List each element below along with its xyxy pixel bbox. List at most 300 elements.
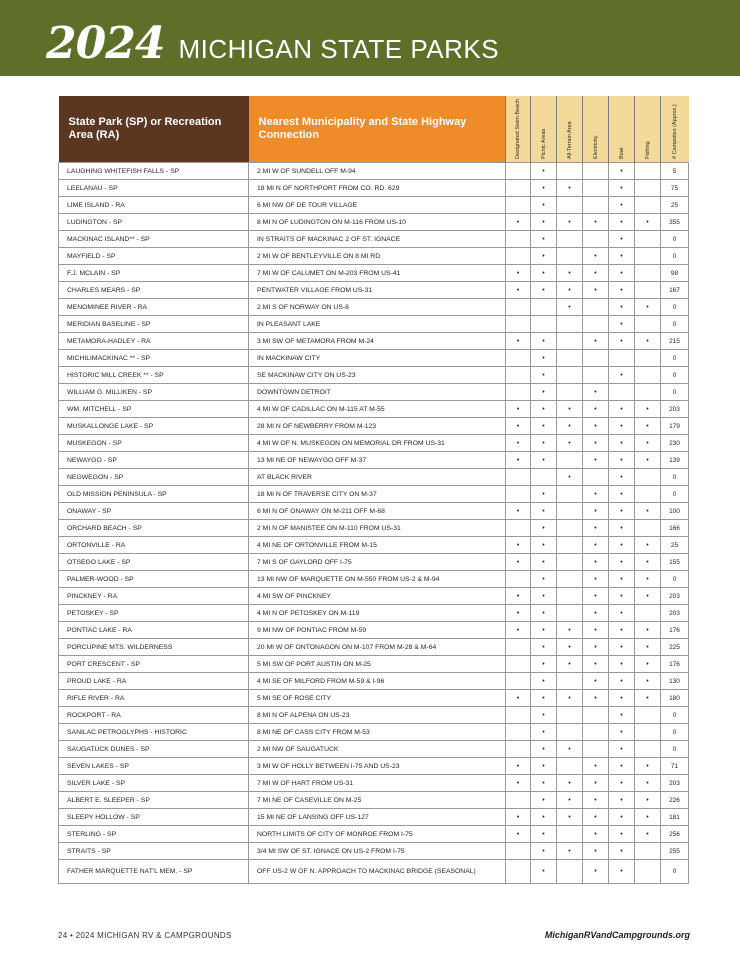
table-row — [59, 656, 689, 673]
electricity-cell: • — [583, 214, 609, 231]
table-row — [59, 792, 689, 809]
all-terrain-cell: • — [557, 656, 583, 673]
fishing-cell: • — [635, 452, 661, 469]
park-name-cell: HISTORIC MILL CREEK ** - SP — [59, 367, 249, 384]
electricity-cell: • — [583, 452, 609, 469]
fishing-cell — [635, 486, 661, 503]
campsites-cell: 71 — [661, 758, 689, 775]
electricity-cell: • — [583, 384, 609, 401]
boat-cell: • — [609, 316, 635, 333]
all-terrain-cell: • — [557, 792, 583, 809]
swim-beach-cell: • — [506, 333, 531, 350]
campsites-cell: 0 — [661, 367, 689, 384]
table-row — [59, 231, 689, 248]
all-terrain-cell — [557, 520, 583, 537]
swim-beach-cell: • — [506, 452, 531, 469]
fishing-cell — [635, 707, 661, 724]
all-terrain-cell — [557, 452, 583, 469]
table-row — [59, 333, 689, 350]
electricity-cell — [583, 741, 609, 758]
electricity-cell: • — [583, 435, 609, 452]
fishing-cell: • — [635, 622, 661, 639]
picnic-cell: • — [531, 792, 557, 809]
boat-cell: • — [609, 860, 635, 884]
park-name-cell: STERLING - SP — [59, 826, 249, 843]
electricity-cell — [583, 299, 609, 316]
swim-beach-cell: • — [506, 503, 531, 520]
column-header-campsites — [661, 96, 689, 163]
fishing-cell — [635, 605, 661, 622]
campsites-cell: 0 — [661, 860, 689, 884]
all-terrain-cell — [557, 724, 583, 741]
fishing-cell — [635, 469, 661, 486]
column-header-picnic-label: Picnic Areas — [540, 128, 547, 159]
table-row — [59, 554, 689, 571]
swim-beach-cell — [506, 724, 531, 741]
park-location-cell: 20 MI W OF ONTONAGON ON M-107 FROM M-28 & M-64 — [249, 639, 506, 656]
picnic-cell: • — [531, 656, 557, 673]
swim-beach-cell: • — [506, 282, 531, 299]
picnic-cell: • — [531, 367, 557, 384]
campsites-cell: 176 — [661, 622, 689, 639]
campsites-cell: 203 — [661, 605, 689, 622]
all-terrain-cell: • — [557, 418, 583, 435]
park-name-cell: MICHILIMACKINAC ** - SP — [59, 350, 249, 367]
park-location-cell: 4 MI SE OF MILFORD FROM M-59 & I-96 — [249, 673, 506, 690]
picnic-cell: • — [531, 265, 557, 282]
park-name-cell: ONAWAY - SP — [59, 503, 249, 520]
all-terrain-cell — [557, 707, 583, 724]
fishing-cell — [635, 316, 661, 333]
table-header-row — [59, 96, 689, 163]
boat-cell: • — [609, 435, 635, 452]
boat-cell: • — [609, 707, 635, 724]
campsites-cell: 179 — [661, 418, 689, 435]
campsites-cell: 0 — [661, 316, 689, 333]
park-name-cell: OTSEGO LAKE - SP — [59, 554, 249, 571]
swim-beach-cell: • — [506, 809, 531, 826]
fishing-cell: • — [635, 673, 661, 690]
park-location-cell: 8 MI N OF ALPENA ON US-23 — [249, 707, 506, 724]
boat-cell: • — [609, 486, 635, 503]
table-row — [59, 350, 689, 367]
swim-beach-cell — [506, 656, 531, 673]
boat-cell: • — [609, 282, 635, 299]
all-terrain-cell: • — [557, 639, 583, 656]
park-name-cell: MERIDIAN BASELINE - SP — [59, 316, 249, 333]
picnic-cell: • — [531, 775, 557, 792]
electricity-cell: • — [583, 690, 609, 707]
picnic-cell: • — [531, 214, 557, 231]
park-location-cell: 9 MI NW OF PONTIAC FROM M-59 — [249, 622, 506, 639]
fishing-cell: • — [635, 656, 661, 673]
table-row — [59, 537, 689, 554]
all-terrain-cell: • — [557, 741, 583, 758]
table-row — [59, 809, 689, 826]
park-location-cell: 28 MI N OF NEWBERRY FROM M-123 — [249, 418, 506, 435]
column-header-picnic — [531, 96, 557, 163]
column-header-fishing — [635, 96, 661, 163]
swim-beach-cell: • — [506, 265, 531, 282]
picnic-cell: • — [531, 248, 557, 265]
park-location-cell: IN MACKINAW CITY — [249, 350, 506, 367]
park-name-cell: LIME ISLAND - RA — [59, 197, 249, 214]
park-location-cell: 2 MI NW OF SAUGATUCK — [249, 741, 506, 758]
park-name-cell: LEELANAU - SP — [59, 180, 249, 197]
electricity-cell: • — [583, 588, 609, 605]
campsites-cell: 0 — [661, 571, 689, 588]
swim-beach-cell — [506, 520, 531, 537]
swim-beach-cell: • — [506, 435, 531, 452]
park-location-cell: 5 MI SW OF PORT AUSTIN ON M-25 — [249, 656, 506, 673]
boat-cell: • — [609, 333, 635, 350]
campsites-cell: 256 — [661, 826, 689, 843]
park-location-cell: 3 MI SW OF METAMORA FROM M-24 — [249, 333, 506, 350]
electricity-cell: • — [583, 809, 609, 826]
campsites-cell: 25 — [661, 537, 689, 554]
table-row — [59, 452, 689, 469]
fishing-cell — [635, 860, 661, 884]
table-row — [59, 639, 689, 656]
fishing-cell — [635, 265, 661, 282]
electricity-cell: • — [583, 622, 609, 639]
picnic-cell: • — [531, 843, 557, 860]
electricity-cell: • — [583, 418, 609, 435]
all-terrain-cell — [557, 605, 583, 622]
electricity-cell — [583, 350, 609, 367]
park-name-cell: NEWAYGO - SP — [59, 452, 249, 469]
park-name-cell: PORT CRESCENT - SP — [59, 656, 249, 673]
picnic-cell: • — [531, 537, 557, 554]
campsites-cell: 0 — [661, 486, 689, 503]
campsites-cell: 0 — [661, 299, 689, 316]
fishing-cell: • — [635, 435, 661, 452]
table-row — [59, 758, 689, 775]
boat-cell: • — [609, 163, 635, 180]
page-header — [0, 0, 740, 76]
swim-beach-cell: • — [506, 690, 531, 707]
swim-beach-cell — [506, 231, 531, 248]
picnic-cell: • — [531, 860, 557, 884]
campsites-cell: 181 — [661, 809, 689, 826]
boat-cell: • — [609, 758, 635, 775]
park-name-cell: PINCKNEY - RA — [59, 588, 249, 605]
boat-cell: • — [609, 656, 635, 673]
swim-beach-cell — [506, 843, 531, 860]
swim-beach-cell: • — [506, 605, 531, 622]
fishing-cell: • — [635, 537, 661, 554]
boat-cell: • — [609, 639, 635, 656]
table-row — [59, 197, 689, 214]
park-name-cell: PORCUPINE MTS. WILDERNESS — [59, 639, 249, 656]
park-location-cell: 7 MI W OF HART FROM US-31 — [249, 775, 506, 792]
picnic-cell: • — [531, 673, 557, 690]
campsites-cell: 215 — [661, 333, 689, 350]
park-location-cell: 7 MI W OF CALUMET ON M-203 FROM US-41 — [249, 265, 506, 282]
all-terrain-cell: • — [557, 180, 583, 197]
electricity-cell: • — [583, 265, 609, 282]
picnic-cell: • — [531, 639, 557, 656]
fishing-cell — [635, 350, 661, 367]
column-header-electricity-label: Electricity — [592, 135, 599, 159]
table-row — [59, 520, 689, 537]
fishing-cell: • — [635, 690, 661, 707]
picnic-cell: • — [531, 333, 557, 350]
fishing-cell — [635, 741, 661, 758]
electricity-cell: • — [583, 792, 609, 809]
table-row — [59, 435, 689, 452]
boat-cell: • — [609, 520, 635, 537]
park-location-cell: 4 MI W OF N. MUSKEGON ON MEMORIAL DR FROM US-31 — [249, 435, 506, 452]
boat-cell: • — [609, 588, 635, 605]
table-row — [59, 265, 689, 282]
boat-cell: • — [609, 180, 635, 197]
picnic-cell: • — [531, 741, 557, 758]
swim-beach-cell — [506, 299, 531, 316]
picnic-cell: • — [531, 826, 557, 843]
boat-cell: • — [609, 605, 635, 622]
picnic-cell: • — [531, 571, 557, 588]
all-terrain-cell — [557, 367, 583, 384]
fishing-cell — [635, 367, 661, 384]
park-name-cell: SEVEN LAKES - SP — [59, 758, 249, 775]
all-terrain-cell — [557, 826, 583, 843]
fishing-cell: • — [635, 214, 661, 231]
park-name-cell: LAUGHING WHITEFISH FALLS - SP — [59, 163, 249, 180]
table-row — [59, 843, 689, 860]
campsites-cell: 176 — [661, 656, 689, 673]
campsites-cell: 225 — [661, 639, 689, 656]
park-name-cell: NEGWEGON - SP — [59, 469, 249, 486]
table-row — [59, 316, 689, 333]
fishing-cell — [635, 248, 661, 265]
swim-beach-cell: • — [506, 775, 531, 792]
swim-beach-cell: • — [506, 401, 531, 418]
park-name-cell: WM. MITCHELL - SP — [59, 401, 249, 418]
campsites-cell: 139 — [661, 452, 689, 469]
park-name-cell: ROCKPORT - RA — [59, 707, 249, 724]
campsites-cell: 167 — [661, 282, 689, 299]
electricity-cell — [583, 180, 609, 197]
park-name-cell: ORTONVILLE - RA — [59, 537, 249, 554]
all-terrain-cell — [557, 486, 583, 503]
fishing-cell — [635, 180, 661, 197]
park-name-cell: MUSKALLONGE LAKE - SP — [59, 418, 249, 435]
park-name-cell: SILVER LAKE - SP — [59, 775, 249, 792]
table-row — [59, 180, 689, 197]
all-terrain-cell: • — [557, 214, 583, 231]
electricity-cell — [583, 197, 609, 214]
campsites-cell: 226 — [661, 792, 689, 809]
boat-cell: • — [609, 809, 635, 826]
fishing-cell: • — [635, 792, 661, 809]
park-location-cell: 6 MI N OF ONAWAY ON M-211 OFF M-68 — [249, 503, 506, 520]
park-name-cell: MAYFIELD - SP — [59, 248, 249, 265]
park-name-cell: PONTIAC LAKE - RA — [59, 622, 249, 639]
all-terrain-cell — [557, 537, 583, 554]
park-name-cell: PETOSKEY - SP — [59, 605, 249, 622]
electricity-cell — [583, 316, 609, 333]
table-row — [59, 622, 689, 639]
column-header-electricity — [583, 96, 609, 163]
boat-cell: • — [609, 792, 635, 809]
fishing-cell — [635, 724, 661, 741]
picnic-cell: • — [531, 588, 557, 605]
column-header-swim-beach-label: Designated Swim Beach — [515, 99, 521, 159]
boat-cell: • — [609, 452, 635, 469]
boat-cell: • — [609, 367, 635, 384]
boat-cell: • — [609, 775, 635, 792]
table-row — [59, 673, 689, 690]
boat-cell: • — [609, 197, 635, 214]
park-name-cell: MUSKEGON - SP — [59, 435, 249, 452]
fishing-cell — [635, 231, 661, 248]
all-terrain-cell — [557, 316, 583, 333]
park-location-cell: 4 MI N OF PETOSKEY ON M-119 — [249, 605, 506, 622]
fishing-cell: • — [635, 809, 661, 826]
all-terrain-cell: • — [557, 622, 583, 639]
header-year: 2024 — [46, 18, 165, 69]
park-location-cell: 3/4 MI SW OF ST. IGNACE ON US-2 FROM I-75 — [249, 843, 506, 860]
boat-cell: • — [609, 299, 635, 316]
column-header-all-terrain-label: All-Terrain Area — [566, 121, 573, 159]
boat-cell: • — [609, 724, 635, 741]
park-name-cell: LUDINGTON - SP — [59, 214, 249, 231]
all-terrain-cell: • — [557, 690, 583, 707]
table-row — [59, 503, 689, 520]
column-header-boat-label: Boat — [618, 147, 625, 159]
table-row — [59, 724, 689, 741]
footer-website-link[interactable]: MichiganRVandCampgrounds.org — [544, 930, 690, 940]
park-location-cell: SE MACKINAW CITY ON US-23 — [249, 367, 506, 384]
all-terrain-cell: • — [557, 265, 583, 282]
picnic-cell: • — [531, 503, 557, 520]
swim-beach-cell: • — [506, 622, 531, 639]
park-location-cell: NORTH LIMITS OF CITY OF MONROE FROM I-75 — [249, 826, 506, 843]
table-row — [59, 299, 689, 316]
swim-beach-cell — [506, 248, 531, 265]
picnic-cell: • — [531, 384, 557, 401]
picnic-cell — [531, 316, 557, 333]
column-header-location: Nearest Municipality and State Highway Connection — [249, 96, 506, 163]
table-row — [59, 486, 689, 503]
electricity-cell — [583, 367, 609, 384]
all-terrain-cell — [557, 163, 583, 180]
picnic-cell: • — [531, 554, 557, 571]
all-terrain-cell — [557, 673, 583, 690]
boat-cell: • — [609, 554, 635, 571]
campsites-cell: 130 — [661, 673, 689, 690]
campsites-cell: 0 — [661, 248, 689, 265]
campsites-cell: 255 — [661, 843, 689, 860]
campsites-cell: 0 — [661, 724, 689, 741]
all-terrain-cell: • — [557, 775, 583, 792]
picnic-cell: • — [531, 452, 557, 469]
picnic-cell: • — [531, 180, 557, 197]
swim-beach-cell — [506, 860, 531, 884]
park-name-cell: PALMER-WOOD - SP — [59, 571, 249, 588]
picnic-cell — [531, 469, 557, 486]
picnic-cell: • — [531, 809, 557, 826]
column-header-park: State Park (SP) or Recreation Area (RA) — [59, 96, 249, 163]
fishing-cell — [635, 384, 661, 401]
park-location-cell: PENTWATER VILLAGE FROM US-31 — [249, 282, 506, 299]
park-location-cell: 2 MI S OF NORWAY ON US-8 — [249, 299, 506, 316]
park-name-cell: CHARLES MEARS - SP — [59, 282, 249, 299]
park-location-cell: 18 MI N OF TRAVERSE CITY ON M-37 — [249, 486, 506, 503]
park-location-cell: OFF US-2 W OF N. APPROACH TO MACKINAC BRIDGE (SEASONAL) — [249, 860, 506, 884]
electricity-cell: • — [583, 571, 609, 588]
boat-cell: • — [609, 741, 635, 758]
park-location-cell: 4 MI SW OF PINCKNEY — [249, 588, 506, 605]
fishing-cell: • — [635, 571, 661, 588]
electricity-cell: • — [583, 656, 609, 673]
swim-beach-cell — [506, 571, 531, 588]
boat-cell: • — [609, 469, 635, 486]
electricity-cell — [583, 231, 609, 248]
fishing-cell — [635, 197, 661, 214]
boat-cell: • — [609, 843, 635, 860]
electricity-cell: • — [583, 673, 609, 690]
park-location-cell: 13 MI NE OF NEWAYGO OFF M-37 — [249, 452, 506, 469]
all-terrain-cell — [557, 571, 583, 588]
table-row — [59, 384, 689, 401]
table-row — [59, 707, 689, 724]
swim-beach-cell — [506, 197, 531, 214]
boat-cell: • — [609, 214, 635, 231]
swim-beach-cell — [506, 469, 531, 486]
electricity-cell — [583, 163, 609, 180]
table-row — [59, 367, 689, 384]
park-location-cell: AT BLACK RIVER — [249, 469, 506, 486]
park-location-cell: 2 MI N OF MANISTEE ON M-110 FROM US-31 — [249, 520, 506, 537]
park-location-cell: 8 MI NE OF CASS CITY FROM M-53 — [249, 724, 506, 741]
electricity-cell: • — [583, 554, 609, 571]
table-row — [59, 469, 689, 486]
swim-beach-cell — [506, 792, 531, 809]
park-name-cell: SAUGATUCK DUNES - SP — [59, 741, 249, 758]
column-header-swim-beach — [506, 96, 531, 163]
park-name-cell: ALBERT E. SLEEPER - SP — [59, 792, 249, 809]
boat-cell: • — [609, 622, 635, 639]
campsites-cell: 0 — [661, 469, 689, 486]
campsites-cell: 0 — [661, 350, 689, 367]
picnic-cell: • — [531, 197, 557, 214]
swim-beach-cell — [506, 707, 531, 724]
park-location-cell: 4 MI W OF CADILLAC ON M-115 AT M-55 — [249, 401, 506, 418]
electricity-cell — [583, 707, 609, 724]
electricity-cell — [583, 469, 609, 486]
boat-cell: • — [609, 537, 635, 554]
column-header-all-terrain — [557, 96, 583, 163]
swim-beach-cell: • — [506, 554, 531, 571]
all-terrain-cell: • — [557, 282, 583, 299]
park-location-cell: 8 MI N OF LUDINGTON ON M-116 FROM US-10 — [249, 214, 506, 231]
all-terrain-cell: • — [557, 299, 583, 316]
boat-cell — [609, 384, 635, 401]
table-row — [59, 401, 689, 418]
park-name-cell: RIFLE RIVER - RA — [59, 690, 249, 707]
table-row — [59, 214, 689, 231]
park-location-cell: 2 MI W OF BENTLEYVILLE ON 8 MI RD. — [249, 248, 506, 265]
park-location-cell: 18 MI N OF NORTHPORT FROM CO. RD. 629 — [249, 180, 506, 197]
swim-beach-cell: • — [506, 214, 531, 231]
swim-beach-cell — [506, 673, 531, 690]
fishing-cell: • — [635, 333, 661, 350]
table-row — [59, 826, 689, 843]
table-row — [59, 282, 689, 299]
electricity-cell: • — [583, 826, 609, 843]
